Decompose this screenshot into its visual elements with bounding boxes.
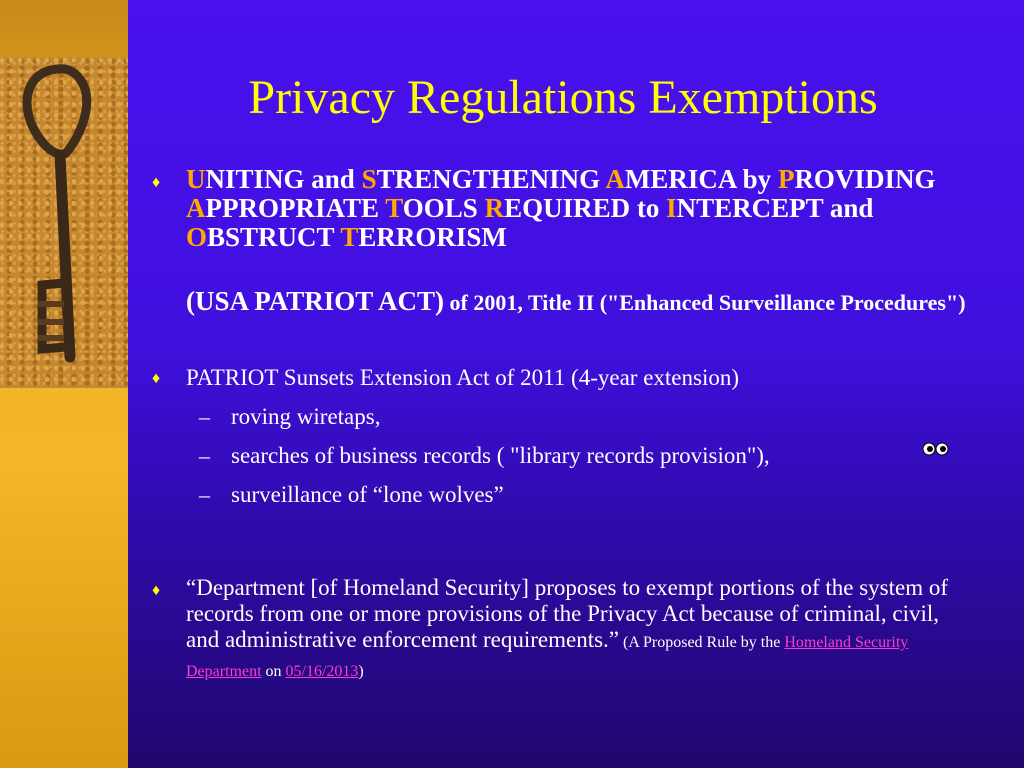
acronym-initial: I [666, 193, 677, 223]
acronym-initial: A [186, 193, 206, 223]
extension-act-text: PATRIOT Sunsets Extension Act of 2011 (4-year extension) [186, 365, 740, 390]
dhs-quote-paragraph [186, 575, 976, 685]
act-citation [186, 288, 976, 319]
acronym-word: ERRORISM [358, 222, 507, 252]
acronym-word: OOLS [402, 193, 485, 223]
eyes-icon [922, 442, 950, 456]
acronym-initial: S [361, 164, 377, 194]
slide-title: Privacy Regulations Exemptions [248, 71, 878, 124]
subitem-lone-wolves: surveillance of “lone wolves” [231, 482, 504, 507]
sub-dash: – [199, 404, 210, 429]
acronym-initial: O [186, 222, 208, 252]
bullet-icon: ♦ [152, 370, 161, 387]
acronym-initial: U [186, 164, 206, 194]
sub-dash: – [199, 482, 210, 507]
acronym-initial: T [340, 222, 359, 252]
acronym-word: NTERCEPT and [676, 193, 874, 223]
rule-note-suffix: ) [358, 663, 364, 680]
subitem-business-records: searches of business records ( "library records provision"), [231, 443, 770, 468]
bullet-icon: ♦ [152, 174, 161, 191]
acronym-word: ROVIDING [794, 164, 936, 194]
key-icon [0, 57, 128, 388]
bullet-icon: ♦ [152, 582, 161, 599]
key-photo [0, 57, 128, 388]
acronym-word: TRENGTHENING [376, 164, 606, 194]
acronym-initial: T [385, 193, 403, 223]
rule-note-mid: on [261, 663, 286, 680]
act-name: (USA PATRIOT ACT) [186, 286, 445, 316]
date-link[interactable]: 05/16/2013 [285, 663, 359, 680]
acronym-word: BSTRUCT [207, 222, 341, 252]
acronym-word: MERICA by [624, 164, 778, 194]
homeland-security-link[interactable]: Homeland Security Department [186, 634, 909, 680]
dhs-quote: “Department [of Homeland Security] proposes to exempt portions of the system of records from one or more provisions of the Privacy Act because of criminal, civil, and administrative enforcement requirements.” [186, 575, 949, 652]
sub-dash: – [199, 443, 210, 468]
acronym-word: EQUIRED to [504, 193, 667, 223]
acronym-initial: A [605, 164, 625, 194]
acronym-initial: P [777, 164, 795, 194]
patriot-acronym-text [186, 165, 976, 252]
acronym-word: NITING and [205, 164, 362, 194]
subitem-roving-wiretaps: roving wiretaps, [231, 404, 381, 429]
acronym-word: PPROPRIATE [205, 193, 386, 223]
acronym-initial: R [484, 193, 505, 223]
act-detail: of 2001, Title II ("Enhanced Surveillance Procedures") [444, 290, 966, 315]
rule-note-prefix: (A Proposed Rule by the [619, 634, 785, 651]
